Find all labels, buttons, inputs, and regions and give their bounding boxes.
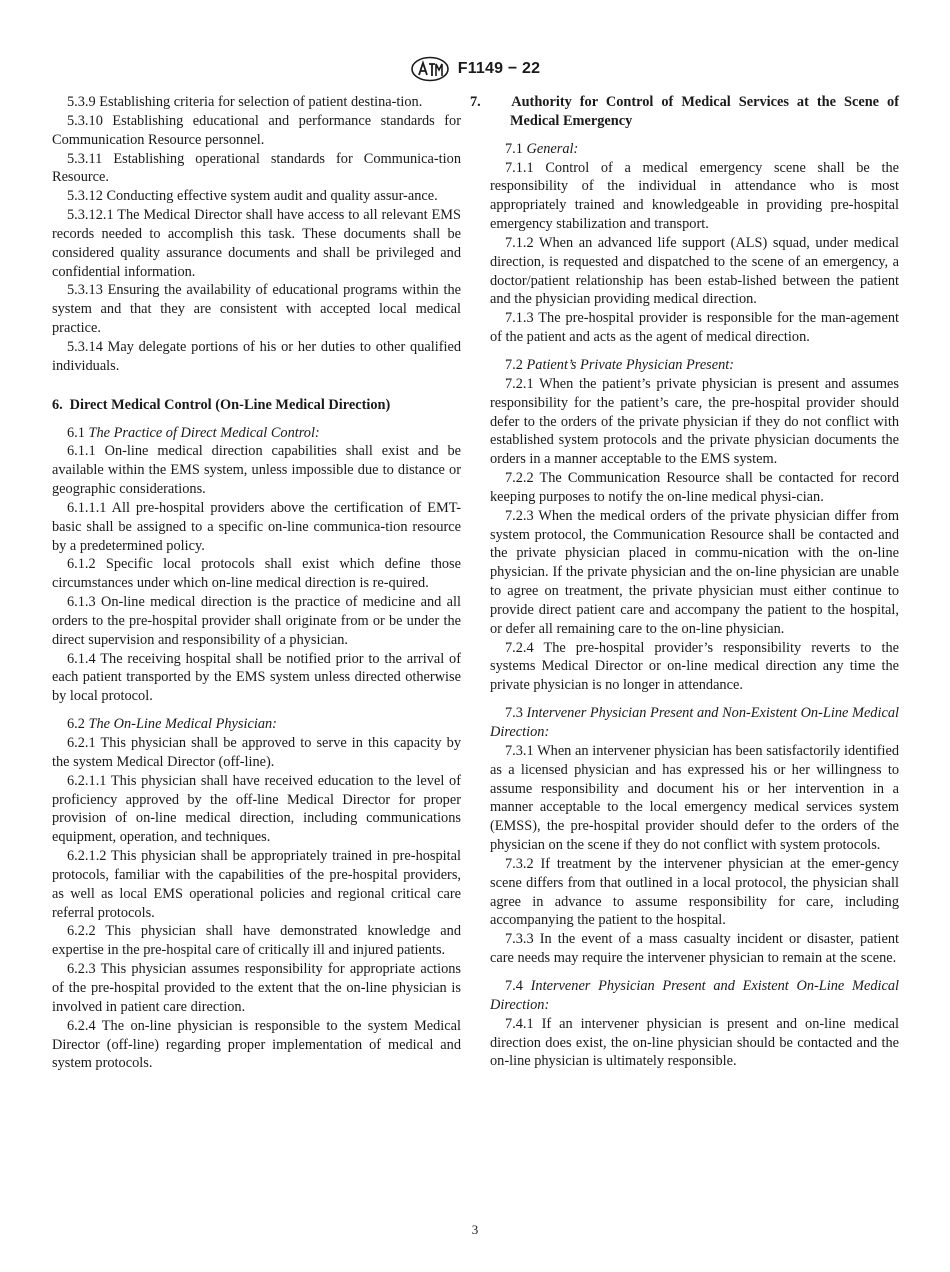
paragraph-6-1-4: 6.1.4 The receiving hospital shall be notified prior to the arrival of each patient transported by the EMS system unless directed otherwise by local protocol. xyxy=(52,650,461,705)
paragraph-7-4-1: 7.4.1 If an intervener physician is present and on-line medical direction does exist, the on-line physician should be contacted and the on-line physician is ultimately responsible. xyxy=(490,1015,899,1070)
subsection-heading-7-4: 7.4 Intervener Physician Present and Existent On-Line Medical Direction: xyxy=(490,977,899,1013)
paragraph-6-1-1-1: 6.1.1.1 All pre-hospital providers above the certification of EMT-basic shall be assigned to a specific on-line communica-tion resource by a predetermined policy. xyxy=(52,499,461,554)
right-column xyxy=(470,93,899,1071)
paragraph-7-1-1: 7.1.1 Control of a medical emergency scene shall be the responsibility of the individual in attendance who is most appropriately trained and knowledgeable in providing pre-hospital emergency stabilization and transport. xyxy=(490,159,899,233)
paragraph-7-1-3: 7.1.3 The pre-hospital provider is responsible for the man-agement of the patient and acts as the agent of medical direction. xyxy=(490,310,899,346)
paragraph-7-3-1: 7.3.1 When an intervener physician has been satisfactorily identified as a licensed physician and has expressed his or her willingness to assume responsibility and document his or her intervention in a manner acceptable to the local emergency medical services system (EMSS), the pre-hospital provider should defer to the orders of the physician on the scene if they do not conflict with system protocols. xyxy=(490,742,899,854)
page-header xyxy=(0,54,950,84)
paragraph-7-2-1: 7.2.1 When the patient’s private physician is present and assumes responsibility for the patient’s care, the pre-hospital provider should defer to the orders of the private physician if they do not conflict with established system protocols and the private physician documents the orders in a manner acceptable to the EMS system. xyxy=(490,375,899,468)
paragraph-5-3-10: 5.3.10 Establishing educational and performance standards for Communication Resource personnel. xyxy=(52,112,461,148)
paragraph-7-1-2: 7.1.2 When an advanced life support (ALS) squad, under medical direction, is requested and dispatched to the scene of an emergency, a doctor/patient relationship has been estab-lished between the patient and the physician providing medical direction. xyxy=(490,234,899,308)
subsection-heading-7-3: 7.3 Intervener Physician Present and Non-Existent On-Line Medical Direction: xyxy=(490,705,899,740)
paragraph-6-2-2: 6.2.2 This physician shall have demonstrated knowledge and expertise in the pre-hospital care of critically ill and injured patients. xyxy=(52,923,461,959)
subsection-heading-6-1: 6.1 The Practice of Direct Medical Control: xyxy=(67,424,320,441)
paragraph-6-2-1-1: 6.2.1.1 This physician shall have received education to the level of proficiency approved by the off-line Medical Director for proper provision of on-line medical direction, including communications equipment, operation, and techniques. xyxy=(52,772,461,846)
section-heading-6: 6. Direct Medical Control (On-Line Medical Direction) xyxy=(52,396,391,413)
paragraph-7-2-4: 7.2.4 The pre-hospital provider’s responsibility reverts to the systems Medical Director or on-line medical direction any time the private physician is no longer in attendance. xyxy=(490,639,899,694)
paragraph-5-3-14: 5.3.14 May delegate portions of his or her duties to other qualified individuals. xyxy=(52,338,461,374)
paragraph-6-1-1: 6.1.1 On-line medical direction capabilities shall exist and be available within the EMS system, unless impossible due to distance or geographic considerations. xyxy=(52,443,461,498)
paragraph-5-3-11: 5.3.11 Establishing operational standards for Communica-tion Resource. xyxy=(52,150,461,186)
paragraph-6-1-3: 6.1.3 On-line medical direction is the practice of medicine and all orders to the pre-hospital provider shall originate from or be under the direct supervision and responsibility of a physician. xyxy=(52,594,461,648)
paragraph-5-3-12-1: 5.3.12.1 The Medical Director shall have access to all relevant EMS records needed to accomplish this task. These documents shall be considered quality assurance documents and shall be privileged and confidential information. xyxy=(52,207,461,280)
paragraph-6-2-1-2: 6.2.1.2 This physician shall be appropriately trained in pre-hospital protocols, familiar with the capabilities of the pre-hospital providers, as well as local EMS operational policies and regional critical care referral protocols. xyxy=(52,848,461,921)
paragraph-7-2-2: 7.2.2 The Communication Resource shall be contacted for record keeping purposes to notify the on-line medical physi-cian. xyxy=(490,470,899,505)
paragraph-7-3-3: 7.3.3 In the event of a mass casualty incident or disaster, patient care needs may require the intervener physician to remain at the scene. xyxy=(490,931,899,967)
page-number: 3 xyxy=(471,1222,479,1237)
paragraph-6-1-2: 6.1.2 Specific local protocols shall exist which define those circumstances under which on-line medical direction is re-quired. xyxy=(52,556,461,592)
subsection-heading-7-2: 7.2 Patient’s Private Physician Present: xyxy=(505,356,735,373)
document-id: F1149 − 22 xyxy=(457,60,541,77)
section-heading-7: 7. Authority for Control of Medical Services at the Scene of Medical Emergency xyxy=(470,94,899,129)
paragraph-6-2-1: 6.2.1 This physician shall be approved to serve in this capacity by the system Medical Director (off-line). xyxy=(52,735,461,770)
paragraph-7-2-3: 7.2.3 When the medical orders of the private physician differ from system protocol, the Communication Resource shall be contacted and the private physician placed in commu-nication with the on-line physician. If the private physician and the on-line physician are unable to agree on treatment, the private physician must either continue to provide direct patient care and accompany the patient to the hospital, or defer all remaining care to the on-line physician. xyxy=(490,507,899,637)
paragraph-5-3-13: 5.3.13 Ensuring the availability of educational programs within the system and that they are consistent with accepted local medical practice. xyxy=(52,282,461,337)
astm-logo-icon xyxy=(410,56,450,82)
paragraph-5-3-9: 5.3.9 Establishing criteria for selection of patient destina-tion. xyxy=(67,94,423,110)
paragraph-6-2-3: 6.2.3 This physician assumes responsibility for appropriate actions of the pre-hospital provided to the extent that the on-line physician is involved in patient care direction. xyxy=(52,961,461,1015)
subsection-heading-6-2: 6.2 The On-Line Medical Physician: xyxy=(67,716,277,733)
left-column xyxy=(52,93,461,1073)
paragraph-5-3-12: 5.3.12 Conducting effective system audit and quality assur-ance. xyxy=(67,188,438,205)
paragraph-6-2-4: 6.2.4 The on-line physician is responsible to the system Medical Director (off-line) regarding proper implementation of medical and system protocols. xyxy=(52,1017,461,1072)
paragraph-7-3-2: 7.3.2 If treatment by the intervener physician at the emer-gency scene differs from that outlined in a local protocol, the physician shall agree in advance to assume responsibility for care, including accompanying the patient to the hospital. xyxy=(490,855,899,929)
subsection-heading-7-1: 7.1 General: xyxy=(505,140,579,157)
